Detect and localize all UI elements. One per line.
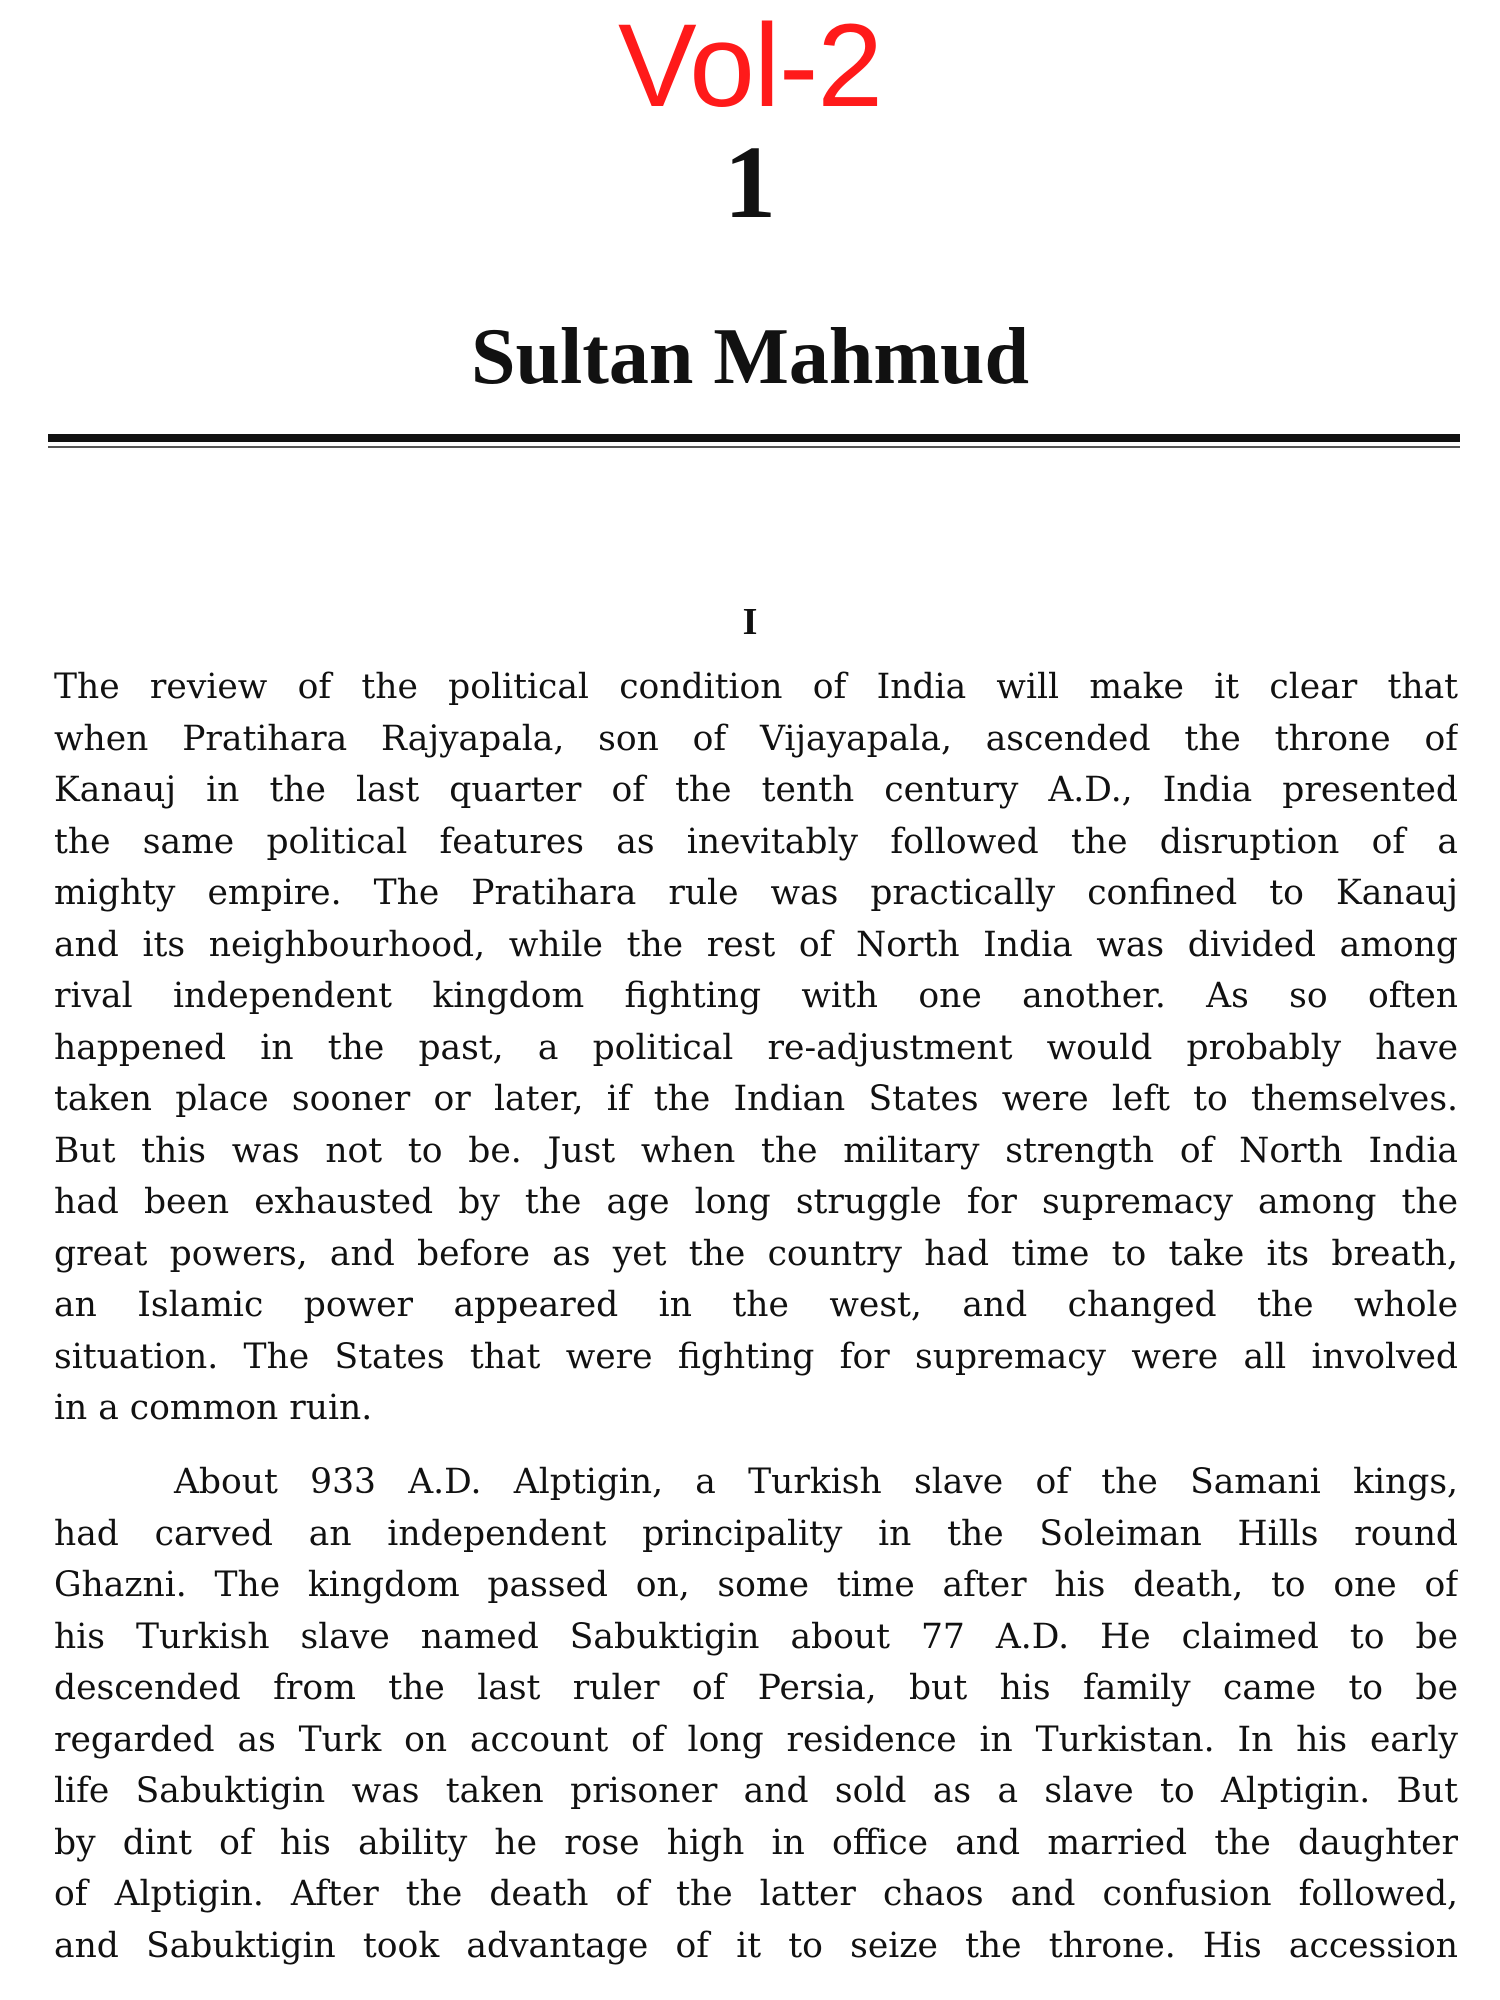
paragraph-line: had been exhausted by the age long struggle for supremacy among the (54, 1182, 1458, 1222)
paragraph-line: his Turkish slave named Sabuktigin about 77 A.D. He claimed to be (54, 1616, 1458, 1657)
paragraph-line: situation. The States that were fighting for supremacy were all involved (54, 1336, 1458, 1377)
paragraph-1 (54, 662, 1458, 1435)
paragraph-line: when Pratihara Rajyapala, son of Vijayapala, ascended the throne of (54, 718, 1458, 759)
paragraph-line: had carved an independent principality in the Soleiman Hills round (54, 1513, 1458, 1554)
paragraph-line: an Islamic power appeared in the west, and changed the whole (54, 1285, 1458, 1325)
paragraph-line: of Alptigin. After the death of the latter chaos and confusion followed, (54, 1874, 1458, 1914)
paragraph-line: rival independent kingdom fighting with one another. As so often (54, 976, 1458, 1016)
paragraph-line: and Sabuktigin took advantage of it to seize the throne. His accession (54, 1925, 1458, 1966)
paragraph-line: in a common ruin. (54, 1388, 373, 1428)
paragraph-line: But this was not to be. Just when the military strength of North India (54, 1130, 1458, 1171)
paragraph-2 (54, 1457, 1458, 1972)
paragraph-line: descended from the last ruler of Persia, but his family came to be (54, 1668, 1458, 1708)
chapter-title: Sultan Mahmud (471, 313, 1029, 401)
paragraph-line: and its neighbourhood, while the rest of North India was divided among (54, 924, 1458, 965)
paragraph-line: by dint of his ability he rose high in office and married the daughter (54, 1822, 1458, 1863)
title-rule-thin (48, 446, 1460, 448)
paragraph-line: mighty empire. The Pratihara rule was practically confined to Kanauj (54, 873, 1458, 913)
paragraph-line: Ghazni. The kingdom passed on, some time after his death, to one of (54, 1565, 1458, 1605)
paragraph-line: life Sabuktigin was taken prisoner and sold as a slave to Alptigin. But (54, 1771, 1458, 1811)
paragraph-line: The review of the political condition of India will make it clear that (54, 667, 1458, 707)
paragraph-line: great powers, and before as yet the country had time to take its breath, (54, 1233, 1458, 1274)
paragraph-line: taken place sooner or later, if the Indian States were left to themselves. (54, 1079, 1458, 1119)
paragraph-line: happened in the past, a political re-adjustment would probably have (54, 1027, 1458, 1068)
paragraph-line: regarded as Turk on account of long residence in Turkistan. In his early (54, 1719, 1458, 1760)
paragraph-line: About 933 A.D. Alptigin, a Turkish slave of the Samani kings, (174, 1462, 1458, 1502)
chapter-number: 1 (724, 125, 776, 240)
paragraph-line: the same political features as inevitably followed the disruption of a (54, 821, 1458, 862)
paragraph-line: Kanauj in the last quarter of the tenth century A.D., India presented (54, 770, 1458, 810)
volume-label: Vol-2 (618, 0, 882, 132)
title-rule (48, 434, 1460, 442)
section-marker: I (742, 601, 758, 643)
